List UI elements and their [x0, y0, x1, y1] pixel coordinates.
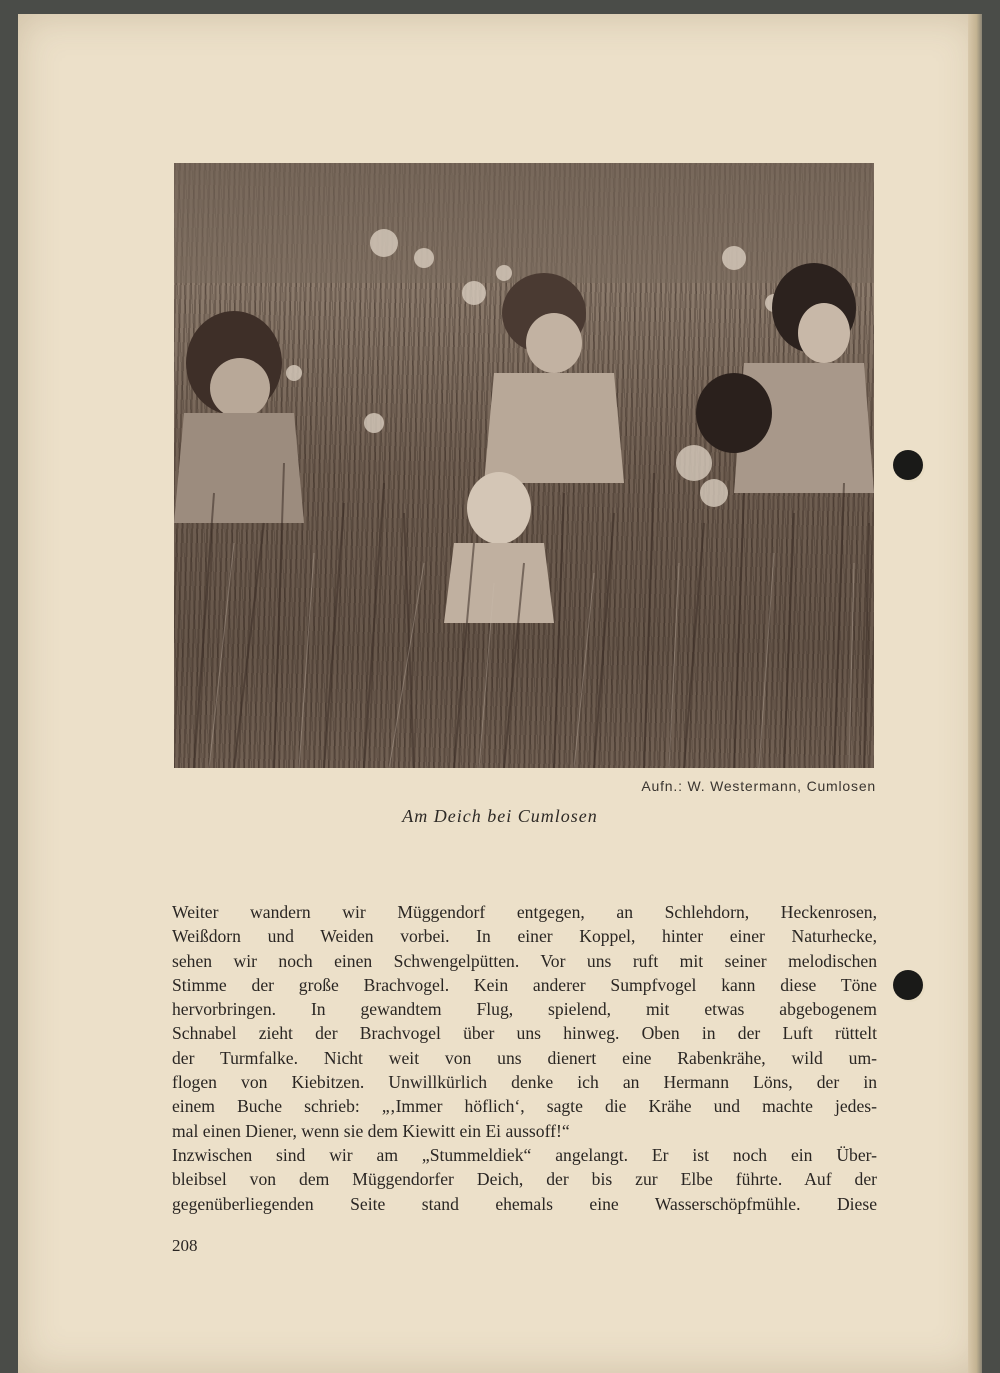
text-line: einem Buche schrieb: „‚Immer höflich‘, sagte die Krähe und machte jedes-	[172, 1096, 877, 1117]
text-line: flogen von Kiebitzen. Unwillkürlich denke ich an Hermann Löns, der in	[172, 1072, 877, 1093]
text-line: hervorbringen. In gewandtem Flug, spielend, mit etwas abgebogenem	[172, 999, 877, 1020]
text-line: mal einen Diener, wenn sie dem Kiewitt ein Ei aussoff!“	[172, 1120, 570, 1141]
text-line: Inzwischen sind wir am „Stummeldiek“ angelangt. Er ist noch ein Über-	[172, 1144, 877, 1165]
photo-illustration	[174, 163, 874, 768]
photo-credit: Aufn.: W. Westermann, Cumlosen	[641, 778, 876, 794]
text-line: Weißdorn und Weiden vorbei. In einer Koppel, hinter einer Naturhecke,	[172, 926, 877, 947]
text-line: bleibsel von dem Müggendorfer Deich, der bis zur Elbe führte. Auf der	[172, 1169, 877, 1190]
photograph-children-in-meadow	[174, 163, 874, 768]
text-line: gegenüberliegenden Seite stand ehemals eine Wasserschöpfmühle. Diese	[172, 1193, 877, 1214]
photo-caption: Am Deich bei Cumlosen	[402, 806, 598, 826]
text-line: Weiter wandern wir Müggendorf entgegen, an Schlehdorn, Heckenrosen,	[172, 902, 877, 922]
text-line: sehen wir noch einen Schwengelpütten. Vor uns ruft mit seiner melodischen	[172, 950, 877, 971]
punch-hole-top	[893, 450, 923, 480]
text-line: Schnabel zieht der Brachvogel über uns hinweg. Oben in der Luft rüttelt	[172, 1023, 877, 1044]
page-number: 208	[172, 1236, 198, 1255]
text-line: der Turmfalke. Nicht weit von uns dienert eine Rabenkrähe, wild um-	[172, 1047, 877, 1068]
page-edge	[968, 14, 982, 1373]
punch-hole-bottom	[893, 970, 923, 1000]
text-line: Stimme der große Brachvogel. Kein anderer Sumpfvogel kann diese Töne	[172, 974, 877, 995]
body-text	[172, 900, 877, 1216]
